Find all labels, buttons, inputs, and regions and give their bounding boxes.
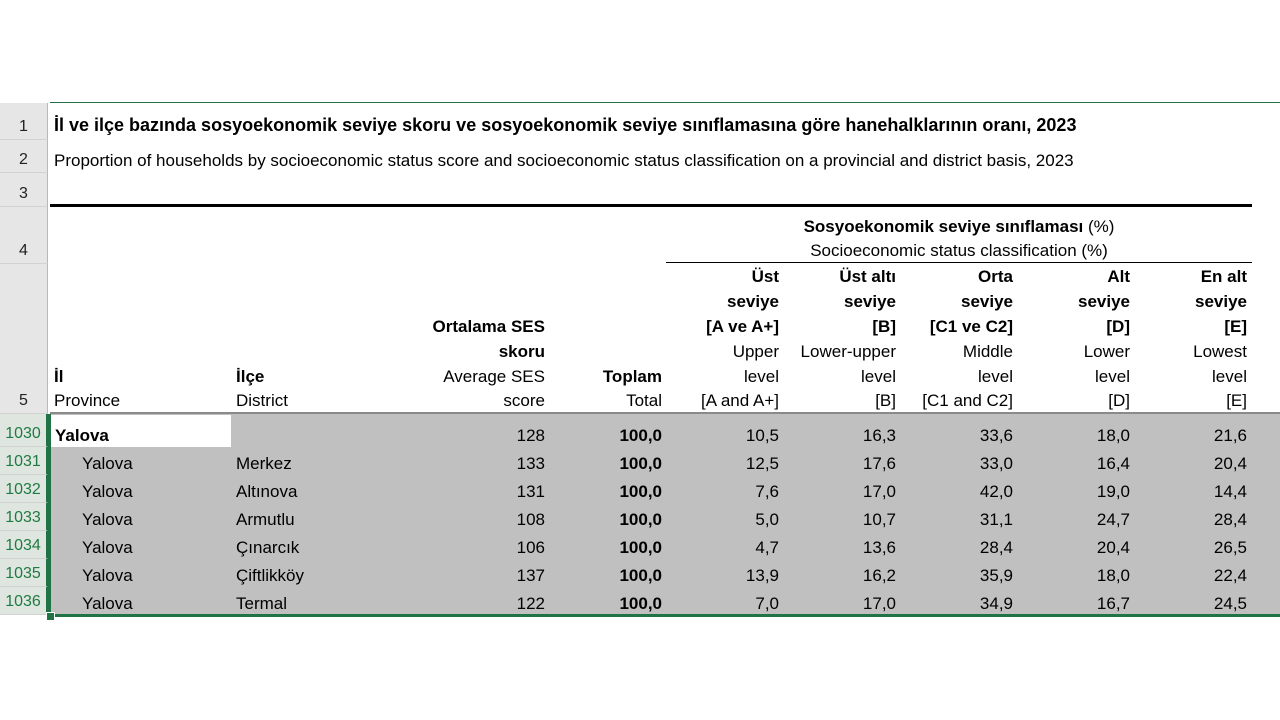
row-header-2[interactable]: 2 <box>0 140 48 173</box>
header-bottom-rule <box>50 412 1280 414</box>
cell-middle[interactable]: 31,1 <box>979 510 1013 529</box>
cell-lower[interactable]: 24,7 <box>1096 510 1130 529</box>
cell-middle[interactable]: 42,0 <box>979 482 1013 501</box>
header-lower-upper-tr1: Üst altı <box>839 267 896 286</box>
cell-middle[interactable]: 34,9 <box>979 594 1013 613</box>
header-lower-tr3: [D] <box>1106 317 1130 336</box>
cell-middle[interactable]: 28,4 <box>979 538 1013 557</box>
title-turkish[interactable]: İl ve ilçe bazında sosyoekonomik seviye skoru ve sosyoekonomik seviye sınıflamasına göre hanehalklarının oranı, 2023 <box>54 115 1077 135</box>
cell-lower[interactable]: 16,4 <box>1096 454 1130 473</box>
selection-left-border <box>48 414 51 617</box>
header-upper-tr1: Üst <box>751 267 779 286</box>
header-upper-en2: level <box>744 367 779 386</box>
cell-total[interactable]: 100,0 <box>619 454 662 473</box>
header-lowest-en2: level <box>1212 367 1247 386</box>
cell-upper[interactable]: 4,7 <box>755 538 779 557</box>
cell-province[interactable]: Yalova <box>82 538 133 557</box>
cell-province[interactable]: Yalova <box>82 482 133 501</box>
cell-total[interactable]: 100,0 <box>619 594 662 613</box>
row-header-1030[interactable]: 1030 <box>0 414 48 447</box>
header-lowest-en3: [E] <box>1226 391 1247 410</box>
header-district-tr: İlçe <box>236 367 265 386</box>
cell-ses[interactable]: 131 <box>516 482 545 501</box>
header-lowest-tr1: En alt <box>1200 267 1247 286</box>
header-lower-en2: level <box>1095 367 1130 386</box>
header-ses-tr2: skoru <box>498 342 545 361</box>
cell-ses[interactable]: 137 <box>516 566 545 585</box>
header-lower-upper-tr3: [B] <box>872 317 896 336</box>
cell-middle[interactable]: 33,6 <box>979 426 1013 445</box>
cell-lower[interactable]: 18,0 <box>1096 566 1130 585</box>
cell-lowest[interactable]: 26,5 <box>1213 538 1247 557</box>
row-header-1[interactable]: 1 <box>0 103 48 140</box>
cell-district[interactable]: Çınarcık <box>236 538 300 557</box>
cell-total[interactable]: 100,0 <box>619 566 662 585</box>
header-total-en: Total <box>626 391 662 410</box>
cell-upper[interactable]: 10,5 <box>745 426 779 445</box>
row-header-1033[interactable]: 1033 <box>0 503 48 531</box>
cell-lowest[interactable]: 20,4 <box>1213 454 1247 473</box>
cell-lower[interactable]: 20,4 <box>1096 538 1130 557</box>
row-header-3[interactable]: 3 <box>0 173 48 207</box>
cell-total[interactable]: 100,0 <box>619 510 662 529</box>
header-lowest-tr2: seviye <box>1195 292 1247 311</box>
cell-upper[interactable]: 5,0 <box>755 510 779 529</box>
cell-district[interactable]: Çiftlikköy <box>236 566 305 585</box>
cell-upper[interactable]: 7,0 <box>755 594 779 613</box>
group-header-rule <box>666 262 1252 263</box>
row-header-5[interactable]: 5 <box>0 264 48 414</box>
header-middle-en3: [C1 and C2] <box>922 391 1013 410</box>
header-upper-en1: Upper <box>732 342 779 361</box>
cell-district[interactable]: Altınova <box>236 482 298 501</box>
row-header-4[interactable]: 4 <box>0 207 48 264</box>
header-middle-en2: level <box>978 367 1013 386</box>
header-ses-en1: Average SES <box>443 367 545 386</box>
row-header-1034[interactable]: 1034 <box>0 531 48 559</box>
header-lower-tr1: Alt <box>1107 267 1130 286</box>
cell-district[interactable]: Merkez <box>236 454 292 473</box>
header-lower-upper-tr2: seviye <box>844 292 896 311</box>
header-upper-tr3: [A ve A+] <box>706 317 779 336</box>
header-upper-tr2: seviye <box>727 292 779 311</box>
cell-province[interactable]: Yalova <box>82 510 133 529</box>
header-middle-tr3: [C1 ve C2] <box>929 317 1013 336</box>
cell-lower-upper[interactable]: 17,6 <box>862 454 896 473</box>
header-middle-tr2: seviye <box>961 292 1013 311</box>
header-middle-tr1: Orta <box>978 267 1013 286</box>
cell-upper[interactable]: 7,6 <box>755 482 779 501</box>
header-lower-upper-en2: level <box>861 367 896 386</box>
cell-total[interactable]: 100,0 <box>619 426 662 445</box>
header-lower-tr2: seviye <box>1078 292 1130 311</box>
cell-lower-upper[interactable]: 13,6 <box>862 538 896 557</box>
cell-upper[interactable]: 12,5 <box>745 454 779 473</box>
header-ses-tr1: Ortalama SES <box>432 317 545 336</box>
header-lower-upper-en1: Lower-upper <box>800 342 896 361</box>
cell-province[interactable]: Yalova <box>82 566 133 585</box>
header-lower-en3: [D] <box>1108 391 1130 410</box>
header-lower-en1: Lower <box>1083 342 1130 361</box>
group-header-english: Socioeconomic status classification (%) <box>810 241 1108 260</box>
row-header-1036[interactable]: 1036 <box>0 587 48 615</box>
header-lowest-en1: Lowest <box>1193 342 1247 361</box>
title-english[interactable]: Proportion of households by socioeconomic status score and socioeconomic status classification on a provincial and district basis, 2023 <box>54 151 1074 170</box>
header-ses-en2: score <box>503 391 545 410</box>
cell-ses[interactable]: 128 <box>516 426 545 445</box>
header-lower-upper-en3: [B] <box>875 391 896 410</box>
cell-lower-upper[interactable]: 16,2 <box>862 566 896 585</box>
cell-lower-upper[interactable]: 16,3 <box>862 426 896 445</box>
cell-ses[interactable]: 133 <box>516 454 545 473</box>
cell-province[interactable]: Yalova <box>82 594 133 613</box>
cell-lower-upper[interactable]: 17,0 <box>862 482 896 501</box>
cell-upper[interactable]: 13,9 <box>745 566 779 585</box>
cell-total[interactable]: 100,0 <box>619 538 662 557</box>
fill-handle[interactable] <box>46 612 55 621</box>
header-province-en: Province <box>54 391 121 410</box>
cell-district[interactable]: Termal <box>236 594 288 613</box>
cell-lowest[interactable]: 28,4 <box>1213 510 1247 529</box>
cell-middle[interactable]: 33,0 <box>979 454 1013 473</box>
header-top-rule <box>50 204 1252 207</box>
cell-province[interactable]: Yalova <box>82 454 133 473</box>
cell-ses[interactable]: 106 <box>516 538 545 557</box>
cell-district[interactable]: Armutlu <box>236 510 295 529</box>
cell-middle[interactable]: 35,9 <box>979 566 1013 585</box>
row-header-1032[interactable]: 1032 <box>0 475 48 503</box>
cell-lower-upper[interactable]: 17,0 <box>862 594 896 613</box>
row-header-1035[interactable]: 1035 <box>0 559 48 587</box>
header-province-tr: İl <box>54 367 64 386</box>
header-total-tr: Toplam <box>602 367 662 386</box>
cell-lower[interactable]: 16,7 <box>1096 594 1130 613</box>
cell-total[interactable]: 100,0 <box>619 482 662 501</box>
selection-bottom-border <box>50 614 1280 617</box>
cell-lowest[interactable]: 22,4 <box>1213 566 1247 585</box>
cell-ses[interactable]: 108 <box>516 510 545 529</box>
cell-lower-upper[interactable]: 10,7 <box>862 510 896 529</box>
cell-lowest[interactable]: 21,6 <box>1213 426 1247 445</box>
cell-lowest[interactable]: 14,4 <box>1213 482 1247 501</box>
header-upper-en3: [A and A+] <box>701 391 779 410</box>
cell-lowest[interactable]: 24,5 <box>1213 594 1247 613</box>
cell-lower[interactable]: 18,0 <box>1096 426 1130 445</box>
header-middle-en1: Middle <box>962 342 1013 361</box>
cell-ses[interactable]: 122 <box>516 594 545 613</box>
cell-lower[interactable]: 19,0 <box>1096 482 1130 501</box>
header-district-en: District <box>236 391 288 410</box>
row-header-1031[interactable]: 1031 <box>0 447 48 475</box>
group-header-turkish: Sosyoekonomik seviye sınıflaması (%) <box>803 217 1115 236</box>
header-lowest-tr3: [E] <box>1224 317 1247 336</box>
selection-top-line <box>50 102 1280 103</box>
cell-province[interactable]: Yalova <box>55 426 109 445</box>
